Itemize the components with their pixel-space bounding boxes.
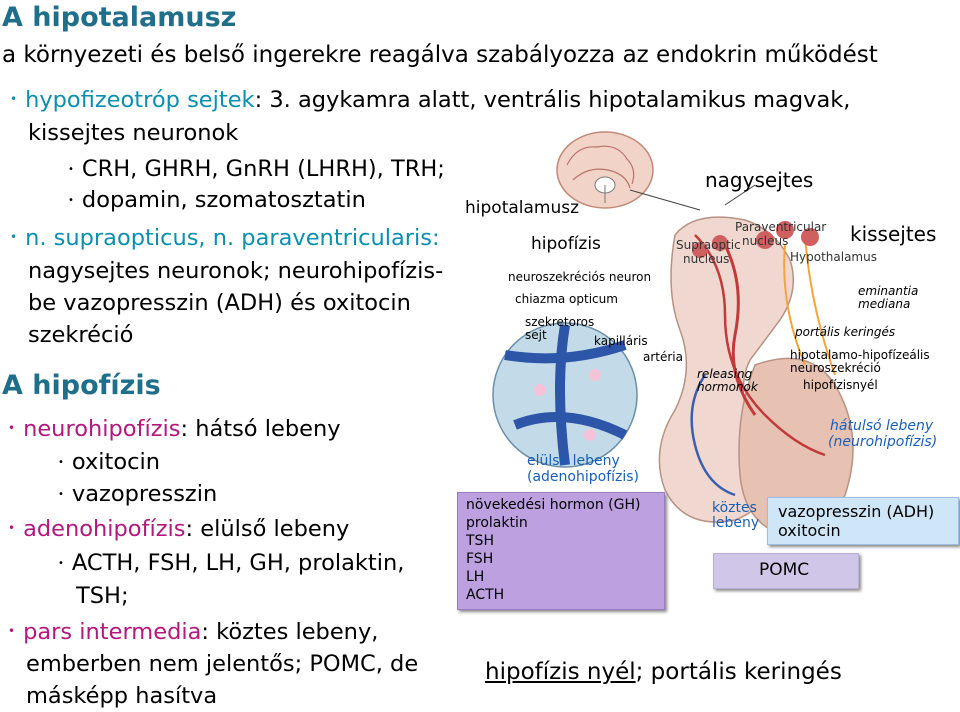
label-paraventricular: Paraventricular (735, 220, 827, 234)
bullet-supraopticus (10, 225, 440, 251)
term-supraopticus: n. supraopticus, n. paraventricularis: (25, 225, 440, 251)
hormone-item: FSH (466, 551, 494, 567)
pomc-box (713, 553, 859, 589)
hormone-pomc: POMC (759, 560, 810, 580)
label-elulso-lebeny: elülső lebeny (527, 453, 620, 469)
sub-bullet-text: CRH, GHRH, GnRH (LHRH), TRH; (81, 156, 445, 182)
bullet-line2: kissejtes neuronok (28, 120, 239, 146)
bullet-dot-icon: • (58, 489, 64, 500)
label-sejt: sejt (525, 328, 547, 342)
label-hipofizis: hipofízis (531, 234, 601, 254)
footer-term: hipofízis nyél (485, 659, 636, 685)
subtitle: a környezeti és belső ingerekre reagálva szabályozza az endokrin működést (2, 42, 878, 68)
sub-bullet-oxitocin (58, 449, 160, 475)
label-nucleus-supraoptic: nucleus (683, 252, 730, 266)
label-releasing: releasing (697, 367, 753, 381)
hormone-item: TSH (466, 533, 494, 549)
bullet-text: : elülső lebeny (185, 516, 350, 542)
label-kissejtes: kissejtes (850, 222, 937, 246)
label-neuroszekrecios-neuron: neuroszekréciós neuron (508, 270, 652, 284)
sub-bullet-text: vazopresszin (71, 481, 218, 507)
page-title: A hipotalamusz (2, 2, 237, 33)
bullet-pars-intermedia (8, 619, 378, 645)
bullet-dot-icon: • (8, 421, 16, 435)
label-hipotalamusz: hipotalamusz (465, 198, 580, 218)
term-hypofizeotrop: hypofizeotróp sejtek (25, 87, 255, 113)
label-arteria: artéria (643, 350, 683, 364)
hormone-item: növekedési hormon (GH) (466, 497, 641, 513)
sub-bullet-tsh: TSH; (76, 583, 129, 609)
bullet-text: : 3. agykamra alatt, ventrális hipotalamikus magvak, (254, 87, 851, 113)
label-neuroszekrecio: neuroszekréció (790, 361, 881, 375)
hormone-item: ACTH (466, 587, 505, 603)
bullet-adenohipofizis (8, 516, 349, 542)
label-supraoptic: Supraoptic (676, 238, 741, 252)
label-mediana: mediana (858, 297, 911, 311)
bullet-dot-icon: • (58, 457, 64, 468)
hormone-item: LH (466, 569, 485, 585)
bullet-text: : hátsó lebeny (180, 416, 341, 442)
label-adenohipofizis: (adenohipofízis) (527, 469, 640, 485)
sub-bullet-acth (58, 550, 404, 576)
footer-rest: ; portális keringés (635, 659, 842, 685)
bullet-text: : köztes lebeny, (201, 619, 379, 645)
label-szekretoros: szekretoros (525, 315, 595, 329)
label-chiazma-opticum: chiazma opticum (515, 292, 618, 306)
bullet-line: másképp hasítva (26, 683, 218, 709)
bullet-dot-icon: • (68, 195, 74, 206)
bullet-line: emberben nem jelentős; POMC, de (26, 651, 419, 677)
term-pars-intermedia: pars intermedia (23, 619, 202, 645)
bullet-line: nagysejtes neuronok; neurohipofízis- (28, 258, 444, 284)
label-hormonok: hormonok (697, 380, 758, 394)
hormone-oxitocin: oxitocin (778, 521, 841, 540)
bullet-dot-icon: • (8, 521, 16, 535)
label-nagysejtes: nagysejtes (705, 168, 814, 192)
bullet-dot-icon: • (58, 558, 64, 569)
hormone-item: prolaktin (466, 515, 528, 531)
term-adenohipofizis: adenohipofízis (23, 516, 186, 542)
bullet-dot-icon: • (8, 624, 16, 638)
label-portalis-keringes: portális keringés (795, 325, 896, 339)
term-neurohipofizis: neurohipofízis (23, 416, 181, 442)
anterior-hormones-box (457, 492, 665, 610)
sub-bullet-crh (68, 156, 445, 182)
bullet-line: be vazopresszin (ADH) és oxitocin (28, 290, 411, 316)
bullet-hypofizeotrop (10, 87, 850, 113)
label-hipofizisnyel: hipofízisnyél (803, 378, 878, 392)
bullet-dot-icon: • (10, 92, 18, 106)
label-neurohipofizis: (neurohipofízis) (828, 434, 938, 450)
bullet-neurohipofizis (8, 416, 341, 442)
posterior-hormones-box (767, 497, 959, 545)
label-hatulso-lebeny: hátulsó lebeny (830, 418, 934, 434)
sub-bullet-text: ACTH, FSH, LH, GH, prolaktin, (71, 550, 405, 576)
sub-bullet-vazopresszin (58, 481, 217, 507)
section-title-hipofizis: A hipofízis (2, 370, 161, 401)
brain-illustration (557, 132, 653, 208)
sub-bullet-text: dopamin, szomatosztatin (81, 187, 366, 213)
label-koztes: köztes (712, 500, 757, 516)
label-hypothalamus: Hypothalamus (790, 250, 877, 264)
label-eminantia: eminantia (858, 284, 919, 298)
footer-caption (485, 659, 842, 685)
bullet-dot-icon: • (10, 230, 18, 244)
sub-bullet-dopamin (68, 187, 366, 213)
sub-bullet-text: oxitocin (71, 449, 161, 475)
hormone-vazopresszin: vazopresszin (ADH) (778, 502, 935, 521)
label-kapillaris: kapilláris (594, 334, 648, 348)
label-lebeny: lebeny (712, 515, 760, 531)
bullet-line: szekréció (28, 322, 134, 348)
bullet-dot-icon: • (68, 164, 74, 175)
label-nucleus-paraventricular: nucleus (742, 234, 789, 248)
label-hipotalamo-hipofizealis: hipotalamo-hipofízeális (790, 348, 930, 362)
